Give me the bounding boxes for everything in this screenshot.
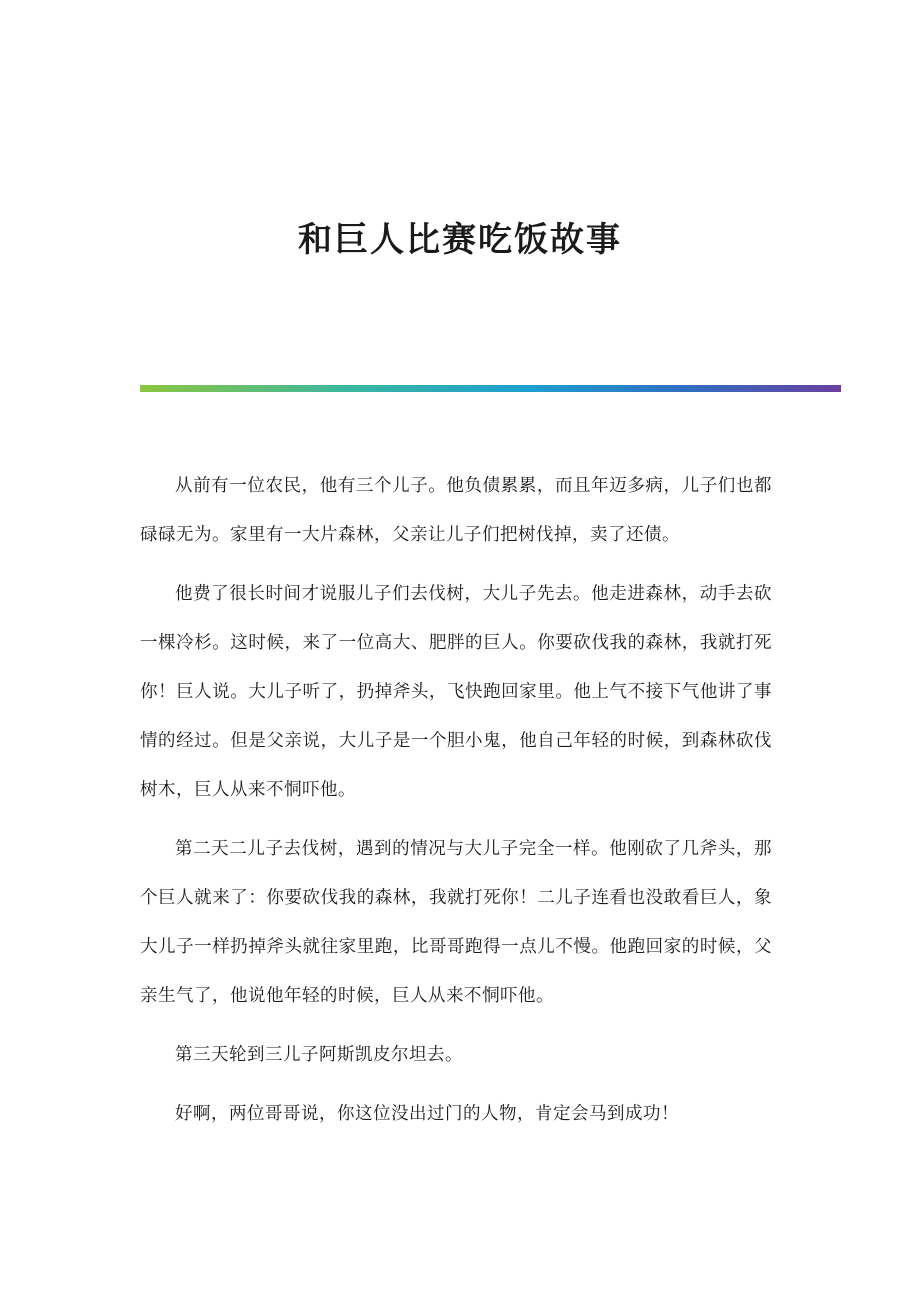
page-title: 和巨人比赛吃饭故事 <box>298 220 622 260</box>
story-body <box>140 462 772 1149</box>
story-paragraph: 第二天二儿子去伐树，遇到的情况与大儿子完全一样。他刚砍了几斧头，那个巨人就来了：你要砍伐我的森林，我就打死你！二儿子连看也没敢看巨人，象大儿子一样扔掉斧头就往家里跑，比哥哥跑得一点儿不慢。他跑回家的时候，父亲生气了，他说他年轻的时候，巨人从来不恫吓他。 <box>140 839 772 1006</box>
title-divider <box>140 385 841 392</box>
story-paragraph: 他费了很长时间才说服儿子们去伐树，大儿子先去。他走进森林，动手去砍一棵冷杉。这时候，来了一位高大、肥胖的巨人。你要砍伐我的森林，我就打死你！巨人说。大儿子听了，扔掉斧头，飞快跑回家里。他上气不接下气他讲了事情的经过。但是父亲说，大儿子是一个胆小鬼，他自己年轻的时候，到森林砍伐树木，巨人从来不恫吓他。 <box>140 584 772 800</box>
story-paragraph: 第三天轮到三儿子阿斯凯皮尔坦去。 <box>175 1045 463 1065</box>
story-paragraph: 从前有一位农民，他有三个儿子。他负债累累，而且年迈多病，儿子们也都碌碌无为。家里有一大片森林，父亲让儿子们把树伐掉，卖了还债。 <box>140 476 772 545</box>
story-paragraph: 好啊，两位哥哥说，你这位没出过门的人物，肯定会马到成功！ <box>175 1104 679 1124</box>
